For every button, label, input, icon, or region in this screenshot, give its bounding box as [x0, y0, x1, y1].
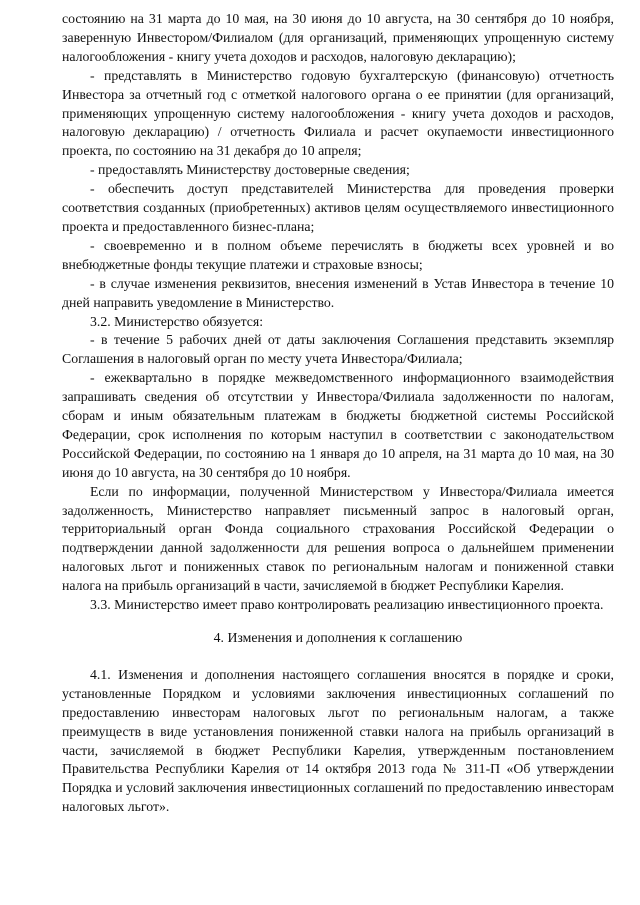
paragraph-submit-copy: - в течение 5 рабочих дней от даты заключения Соглашения представить экземпляр Соглашения в налоговый орган по месту учета Инвестора/Филиала;	[62, 332, 614, 367]
paragraph-reliable-info: - предоставлять Министерству достоверные сведения;	[90, 162, 410, 178]
document-page	[62, 10, 614, 817]
paragraph-annual-reporting: - представлять в Министерство годовую бухгалтерскую (финансовую) отчетность Инвестора за отчетный год с отметкой налогового органа о ее принятии (для организаций, применяющих упрощенную систему налогообложения - книгу учета доходов и расходов, налоговую декларацию) / отчетность Филиала и расчет окупаемости инвестиционного проекта, по состоянию на 31 декабря до 10 апреля;	[62, 67, 614, 159]
section-heading: 4. Изменения и дополнения к соглашению	[213, 630, 463, 645]
paragraph-payments: - своевременно и в полном объеме перечислять в бюджеты всех уровней и во внебюджетные фонды текущие платежи и страховые взносы;	[62, 237, 614, 272]
paragraph-quarterly-request: - ежеквартально в порядке межведомственного информационного взаимодействия запрашивать сведения об отсутствии у Инвестора/Филиала задолженности по налогам, сборам и иным обязательным платежам в бюджеты бюджетной системы Российской Федерации, срок исполнения по которым наступил в соответствии с законодательством Российской Федерации, по состоянию на 1 января до 10 апреля, на 31 марта до 10 мая, на 30 июня до 10 августа, на 30 сентября до 10 ноября.	[62, 370, 614, 480]
paragraph-3-3-control: 3.3. Министерство имеет право контролировать реализацию инвестиционного проекта.	[90, 597, 604, 613]
paragraph-access-inspection: - обеспечить доступ представителей Министерства для проведения проверки соответствия созданных (приобретенных) активов целям осуществляемого инвестиционного проекта и предоставленного бизнес-плана;	[62, 181, 614, 234]
paragraph-reporting-deadlines: состоянию на 31 марта до 10 мая, на 30 июня до 10 августа, на 30 сентября до 10 ноября, заверенную Инвестором/Филиалом (для организаций, применяющих упрощенную систему налогообложения - книгу учета доходов и расходов, налоговую декларацию);	[62, 11, 614, 64]
paragraph-4-1-amendments: 4.1. Изменения и дополнения настоящего соглашения вносятся в порядке и сроки, установленные Порядком и условиями заключения инвестиционных соглашений по предоставлению инвесторам налоговых льгот по региональным налогам, а также преимуществ в виде установления пониженной ставки налога на прибыль организаций в части, зачисляемой в бюджет Республики Карелия, утвержденным постановлением Правительства Республики Карелия от 14 октября 2013 года № 311-П «Об утверждении Порядка и условий заключения инвестиционных соглашений по предоставлению инвесторам налоговых льгот».	[62, 666, 614, 815]
paragraph-debt-inquiry: Если по информации, полученной Министерством у Инвестора/Филиала имеется задолженность, Министерство направляет письменный запрос в налоговый орган, территориальный орган Фонда социального страхования Российской Федерации о подтверждении данной задолженности для решения вопроса о дальнейшем применении налоговых льгот и пониженных ставок по региональным налогам и пониженной ставки налога на прибыль организаций в части, зачисляемой в бюджет Республики Карелия.	[62, 483, 614, 594]
paragraph-requisites-change: - в случае изменения реквизитов, внесения изменений в Устав Инвестора в течение 10 дней направить уведомление в Министерство.	[62, 275, 614, 310]
paragraph-3-2-title: 3.2. Министерство обязуется:	[90, 313, 264, 329]
